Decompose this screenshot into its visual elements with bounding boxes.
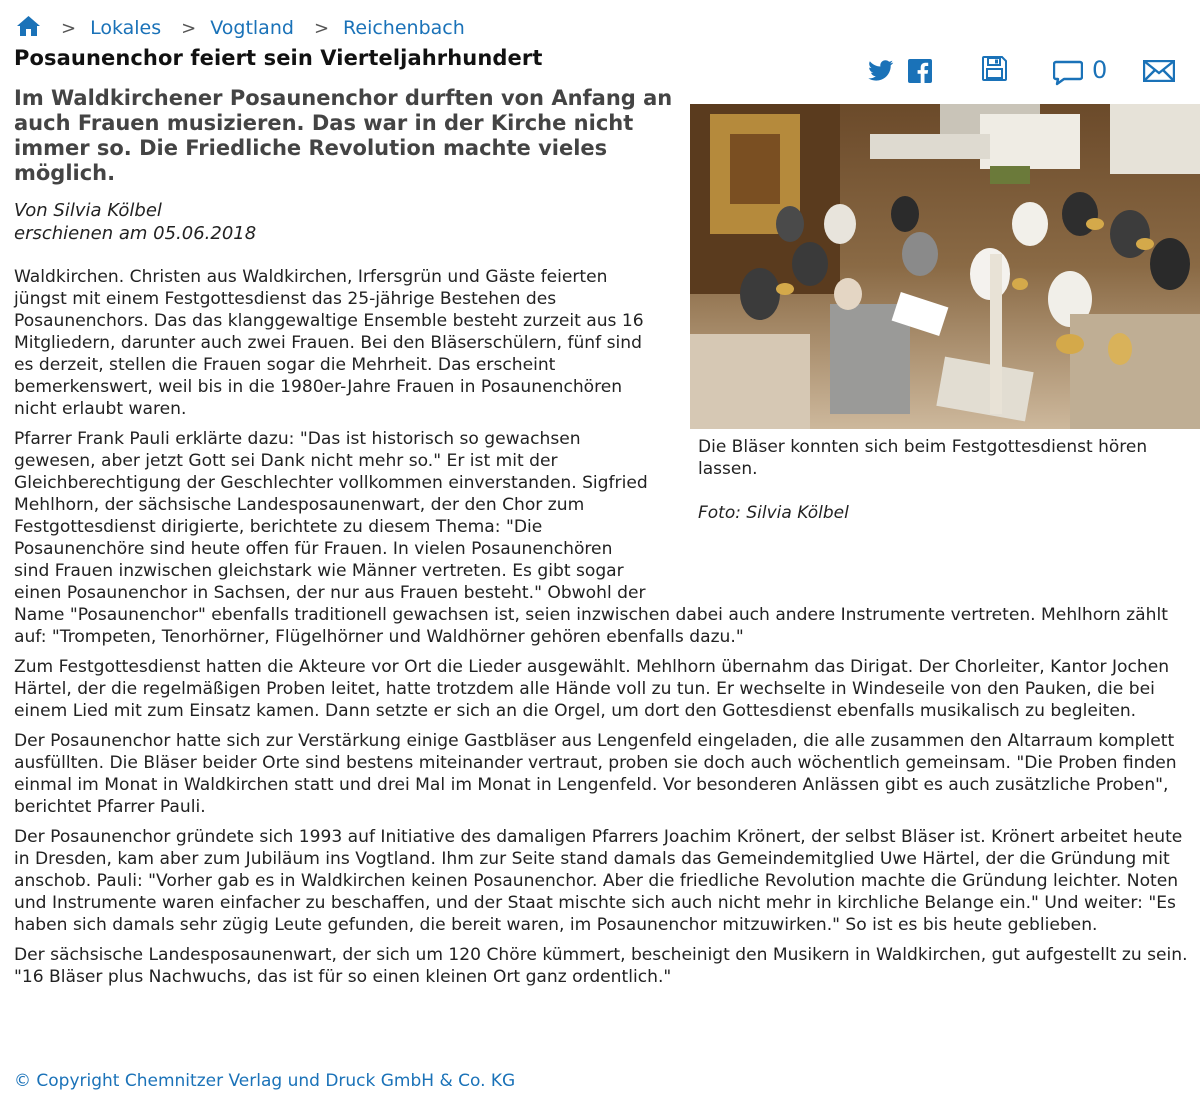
save-icon[interactable] (982, 56, 1007, 81)
share-toolbar (860, 54, 1190, 88)
article-paragraph: Der Posaunenchor hatte sich zur Verstärkung einige Gastbläser aus Lengenfeld eingeladen, die alle zusammen den Altarraum komplett ausfüllten. Die Bläser beider Orte sind bestens miteinander vertraut, proben sie doch auch wöchentlich gemeinsam. "Die Proben finden einmal im Monat in Waldkirchen statt und drei Mal im Monat in Lengenfeld. Vor besonderen Anlässen gibt es auch zusätzliche Proben", berichtet Pfarrer Pauli. (14, 731, 1177, 817)
chevron-right-icon: > (313, 17, 330, 39)
home-icon (16, 15, 41, 37)
breadcrumb (16, 14, 465, 42)
mail-icon[interactable] (1143, 60, 1175, 82)
photo-caption: Die Bläser konnten sich beim Festgottesdienst hören lassen. (698, 437, 1148, 479)
facebook-icon[interactable] (908, 59, 932, 83)
home-link[interactable] (16, 15, 41, 42)
article-lead: Im Waldkirchener Posaunenchor durften von Anfang an auch Frauen musizieren. Das war in der Kirche nicht immer so. Die Friedliche Revolution machte vieles möglich. (14, 86, 673, 185)
author: Von Silvia Kölbel (14, 200, 162, 221)
article-paragraph: Der Posaunenchor gründete sich 1993 auf Initiative des damaligen Pfarrers Joachim Krönert, der selbst Bläser ist. Krönert arbeitet heute in Dresden, kam aber zum Jubiläum ins Vogtland. Ihm zur Seite stand damals das Gemeindemitglied Uwe Härtel, der die Gründung mit anschob. Pauli: "Vorher gab es in Waldkirchen keinen Posaunenchor. Aber die friedliche Revolution machte die Gründung leichter. Noten und Instrumente waren einfacher zu beschaffen, und der Staat mischte sich auch nicht mehr in kirchliche Belange ein." Und weiter: "Es haben sich damals sehr zügig Leute gefunden, die bereit waren, im Posaunenchor mitzuwirken." So ist es bis heute geblieben. (14, 827, 1183, 935)
chevron-right-icon: > (181, 17, 197, 39)
comment-count[interactable]: 0 (1092, 56, 1108, 84)
breadcrumb-link-vogtland[interactable]: Vogtland (210, 17, 294, 39)
article-paragraph: Waldkirchen. Christen aus Waldkirchen, Irfersgrün und Gäste feierten jüngst mit einem Festgottesdienst das 25-jährige Bestehen des Posaunenchors. Das das klanggewaltige Ensemble besteht zurzeit aus 16 Mitgliedern, darunter auch zwei Frauen. Bei den Bläserschülern, fünf sind es derzeit, stellen die Frauen sogar die Mehrheit. Das erscheint bemerkenswert, weil bis in die 1980er-Jahre Frauen in Posaunenchören nicht erlaubt waren. (14, 267, 644, 419)
article-paragraph: Zum Festgottesdienst hatten die Akteure vor Ort die Lieder ausgewählt. Mehlhorn übernahm das Dirigat. Der Chorleiter, Kantor Jochen Härtel, der die regelmäßigen Proben leitet, hatte trotzdem alle Hände voll zu tun. Er wechselte in Windeseile von den Pauken, die bei einem Lied mit zum Einsatz kamen. Dann setzte er sich an die Orgel, um dort den Gottesdienst ebenfalls musikalisch zu begleiten. (14, 657, 1170, 721)
comment-icon[interactable] (1053, 60, 1083, 86)
chevron-right-icon: > (61, 17, 77, 39)
copyright-link[interactable]: © Copyright Chemnitzer Verlag und Druck GmbH & Co. KG (14, 1071, 516, 1091)
photo-credit: Foto: Silvia Kölbel (698, 503, 849, 523)
publish-date: erschienen am 05.06.2018 (14, 223, 257, 244)
article-paragraph: Der sächsische Landesposaunenwart, der sich um 120 Chöre kümmert, bescheinigt den Musikern in Waldkirchen, gut aufgestellt zu sein. "16 Bläser plus Nachwuchs, das ist für so einen kleinen Ort ganz ordentlich." (14, 945, 1188, 987)
breadcrumb-link-lokales[interactable]: Lokales (90, 17, 162, 39)
byline (14, 199, 256, 245)
breadcrumb-link-reichenbach[interactable]: Reichenbach (343, 17, 465, 39)
article-body (14, 266, 1200, 996)
article-paragraph: Pfarrer Frank Pauli erklärte dazu: "Das ist historisch so gewachsen gewesen, aber jetzt Gott sei Dank nicht mehr so." Er ist mit der Gleichberechtigung der Geschlechter vollkommen einverstanden. Sigfried Mehlhorn, der sächsische Landesposaunenwart, der den Chor zum Festgottesdienst dirigierte, berichtete zu diesem Thema: "Die Posaunenchöre sind heute offen für Frauen. In vielen Posaunenchören sind Frauen inzwischen gleichstark wie Männer vertreten. Es gibt sogar einen Posaunenchor in Sachsen, der nur aus Frauen besteht." Obwohl der Name "Posaunenchor" ebenfalls traditionell gewachsen ist, seien inzwischen dabei auch andere Instrumente vertreten. Mehlhorn zählt auf: "Trompeten, Tenorhörner, Flügelhörner und Waldhörner gehören ebenfalls dazu." (14, 429, 1168, 647)
twitter-icon[interactable] (868, 60, 894, 82)
article-title: Posaunenchor feiert sein Vierteljahrhundert (14, 46, 543, 70)
